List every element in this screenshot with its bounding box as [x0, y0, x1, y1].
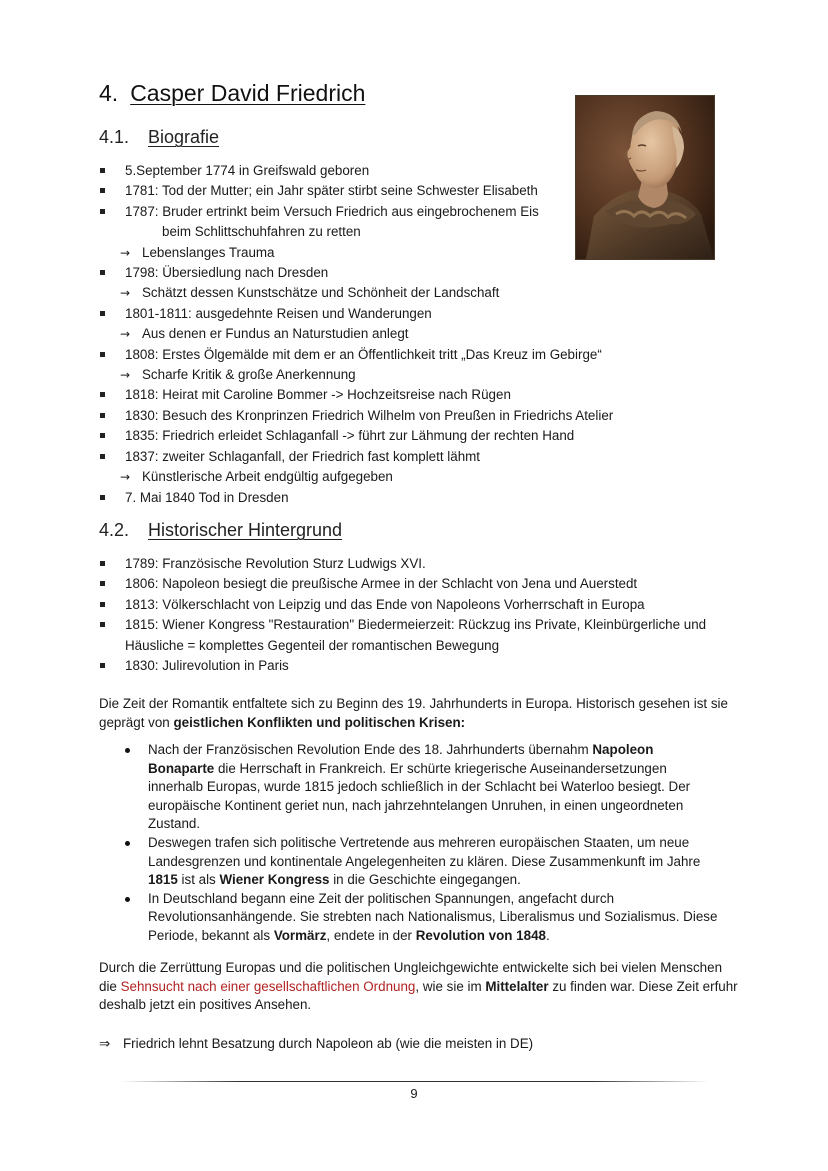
arrow-right-icon: →: [120, 368, 131, 383]
biography-item: 1835: Friedrich erleidet Schlaganfall -> führt zur Lähmung der rechten Hand: [99, 426, 739, 446]
arrow-right-icon: →: [120, 327, 131, 342]
arrow-right-icon: →: [120, 286, 131, 301]
conclusion-text: Friedrich lehnt Besatzung durch Napoleon ab (wie die meisten in DE): [123, 1036, 534, 1051]
chapter-heading: [99, 80, 365, 107]
closing-paragraph: Durch die Zerrüttung Europas und die politischen Ungleichgewichte entwickelte sich bei vielen Menschen die Sehnsucht nach einer gesellschaftlichen Ordnung, wie sie im Mittelalter zu finden war. Diese Zeit erfuhr deshalb jetzt ein positives Ansehen.: [99, 960, 738, 1013]
footer-divider: [120, 1081, 710, 1082]
highlight-red-text: Sehnsucht nach einer gesellschaftlichen Ordnung: [120, 978, 416, 994]
biography-item: 5.September 1774 in Greifswald geboren: [99, 161, 739, 181]
conclusion-line: [99, 1035, 739, 1055]
history-item: 1806: Napoleon besiegt die preußische Armee in der Schlacht von Jena und Auerstedt: [99, 574, 739, 594]
biography-consequence: → Schätzt dessen Kunstschätze und Schönheit der Landschaft: [99, 283, 739, 303]
history-item: 1815: Wiener Kongress "Restauration" Biedermeierzeit: Rückzug ins Private, Kleinbürgerliche und Häusliche = komplettes Gegenteil der romantischen Bewegung: [99, 615, 739, 656]
section-number: 4.2.: [99, 520, 130, 540]
arrow-right-icon: →: [120, 245, 131, 260]
intro-bold: geistlichen Konflikten und politischen Krisen:: [173, 714, 466, 730]
history-item: 1789: Französische Revolution Sturz Ludwigs XVI.: [99, 554, 739, 574]
intro-text: Die Zeit der Romantik entfaltete sich zu Beginn des 19. Jahrhunderts in Europa. Historisch gesehen ist sie geprägt von: [99, 696, 728, 730]
page-number: 9: [410, 1086, 418, 1101]
biography-item: 1808: Erstes Ölgemälde mit dem er an Öffentlichkeit tritt „Das Kreuz im Gebirge“: [99, 345, 739, 365]
biography-item: 1798: Übersiedlung nach Dresden: [99, 263, 739, 283]
biography-item: 1830: Besuch des Kronprinzen Friedrich Wilhelm von Preußen in Friedrichs Atelier: [99, 406, 739, 426]
biography-consequence: → Scharfe Kritik & große Anerkennung: [99, 365, 739, 385]
history-item: 1830: Julirevolution in Paris: [99, 656, 739, 676]
bullet-napoleon: Nach der Französischen Revolution Ende des 18. Jahrhunderts übernahm Napoleon Bonaparte die Herrschaft in Frankreich. Er schürte kriegerische Auseinandersetzungen innerhalb Europas, wurde 1815 jedoch schließlich in der Schlacht bei Waterloo besiegt. Der europäische Kontinent geriet nun, nach jahrzehntelangen Unruhen, in einen ungeordneten Zustand.: [122, 741, 722, 834]
arrow-right-icon: →: [120, 470, 131, 485]
chapter-title: Casper David Friedrich: [130, 80, 366, 106]
context-bullet-list: [122, 741, 722, 946]
chapter-number: 4.: [99, 80, 119, 106]
section-heading-biografie: [99, 127, 219, 148]
biography-item: 1837: zweiter Schlaganfall, der Friedrich fast komplett lähmt: [99, 447, 739, 467]
biography-item: 1787: Bruder ertrinkt beim Versuch Friedrich aus eingebrochenem Eis: [99, 202, 739, 222]
history-list: [99, 554, 739, 676]
section-number: 4.1.: [99, 127, 130, 147]
bullet-wiener-kongress: Deswegen trafen sich politische Vertretende aus mehreren europäischen Staaten, um neue Landesgrenzen und kontinentale Angelegenheiten zu klären. Diese Zusammenkunft im Jahre 1815 ist als Wiener Kongress in die Geschichte eingegangen.: [122, 834, 722, 890]
biography-item: 7. Mai 1840 Tod in Dresden: [99, 488, 739, 508]
biography-item-continuation: beim Schlittschuhfahren zu retten: [162, 224, 361, 240]
biography-consequence: → Aus denen er Fundus an Naturstudien anlegt: [99, 324, 739, 344]
biography-item: 1781: Tod der Mutter; ein Jahr später stirbt seine Schwester Elisabeth: [99, 181, 739, 201]
section-title: Historischer Hintergrund: [148, 520, 343, 540]
biography-consequence: → Künstlerische Arbeit endgültig aufgegeben: [99, 467, 739, 487]
biography-item: 1818: Heirat mit Caroline Bommer -> Hochzeitsreise nach Rügen: [99, 385, 739, 405]
bullet-vormaerz: In Deutschland begann eine Zeit der politischen Spannungen, angefacht durch Revolutionsanhängende. Sie strebten nach Nationalismus, Liberalismus und Sozialismus. Diese Periode, bekannt als Vormärz, endete in der Revolution von 1848.: [122, 890, 722, 946]
biography-consequence: → Lebenslanges Trauma: [99, 243, 739, 263]
biography-list: [99, 161, 739, 508]
history-item: 1813: Völkerschlacht von Leipzig und das Ende von Napoleons Vorherrschaft in Europa: [99, 595, 739, 615]
section-heading-historischer-hintergrund: [99, 520, 342, 541]
section-title: Biografie: [148, 127, 220, 147]
biography-item: 1801-1811: ausgedehnte Reisen und Wanderungen: [99, 304, 739, 324]
double-arrow-icon: ⇒: [99, 1037, 111, 1052]
intro-paragraph: [99, 695, 739, 732]
